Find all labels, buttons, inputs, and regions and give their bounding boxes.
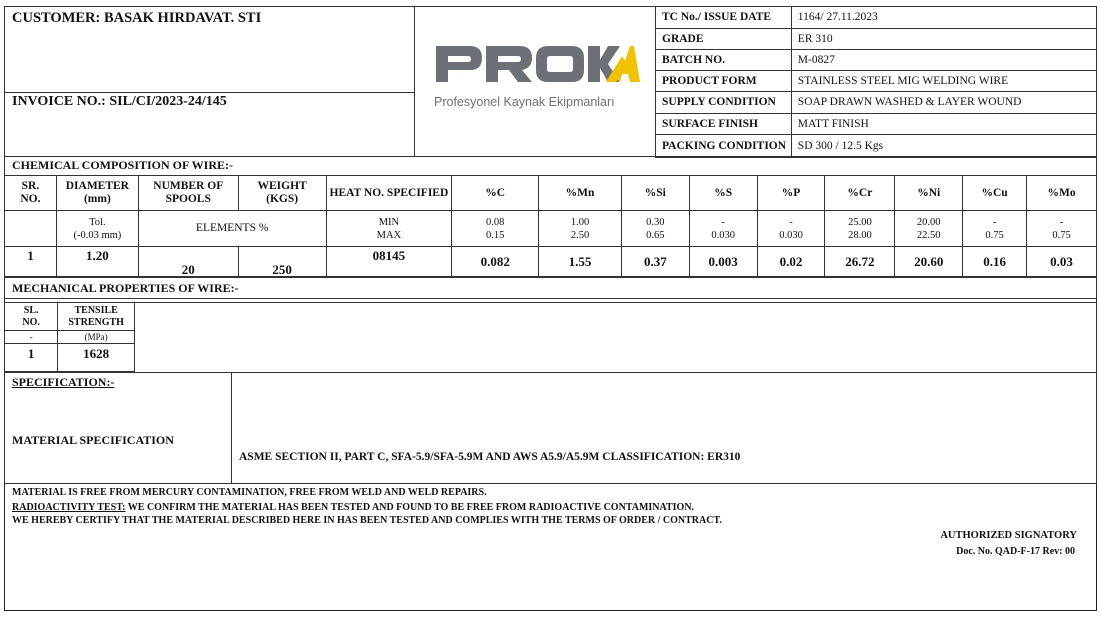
mechanical-title: MECHANICAL PROPERTIES OF WIRE:- <box>12 281 239 295</box>
header-p: %P <box>757 176 825 211</box>
header-sr-no: SR. NO. <box>5 176 57 211</box>
limit-mn: 1.00 2.50 <box>539 211 622 247</box>
spec-label: MATERIAL SPECIFICATION <box>12 433 174 447</box>
logo-tagline: Profesyonel Kaynak Ekipmanları <box>434 95 615 109</box>
min-max-text: MIN MAX <box>376 216 402 241</box>
mechanical-area <box>4 302 1097 373</box>
mech-unit-sl: - <box>5 331 58 344</box>
header-c: %C <box>452 176 539 211</box>
mech-unit-tensile: (MPa) <box>58 331 135 344</box>
radioactivity-label: RADIOACTIVITY TEST: <box>12 502 126 513</box>
info-label: SUPPLY CONDITION <box>656 92 792 114</box>
tol-empty <box>5 211 57 247</box>
header-weight: WEIGHT (KGS) <box>238 176 326 211</box>
limit-cr: 25.00 28.00 <box>825 211 895 247</box>
mech-header-sl: SL. NO. <box>5 303 58 331</box>
footer-line-2 <box>12 502 694 513</box>
elements-label: ELEMENTS % <box>138 211 326 247</box>
row-mo: 0.03 <box>1027 247 1097 277</box>
row-cu: 0.16 <box>963 247 1027 277</box>
row-weight: 250 <box>238 247 326 277</box>
mech-value-sl: 1 <box>5 344 58 372</box>
info-label: GRADE <box>656 29 792 50</box>
row-c: 0.082 <box>452 247 539 277</box>
invoice-number: INVOICE NO.: SIL/CI/2023-24/145 <box>12 94 227 109</box>
tolerance-text: Tol. (-0.03 mm) <box>73 216 122 241</box>
authorized-signatory: AUTHORIZED SIGNATORY <box>940 530 1077 541</box>
spec-title: SPECIFICATION:- <box>12 375 115 389</box>
header-diameter: DIAMETER (mm) <box>56 176 138 211</box>
info-value: ER 310 <box>791 29 1096 50</box>
min-max-label <box>326 211 452 247</box>
info-table <box>655 6 1097 158</box>
customer-name: CUSTOMER: BASAK HIRDAVAT. STI <box>12 10 262 26</box>
tolerance <box>56 211 138 247</box>
header-mo: %Mo <box>1027 176 1097 211</box>
logo-wordmark <box>436 46 640 82</box>
info-value: STAINLESS STEEL MIG WELDING WIRE <box>791 71 1096 92</box>
limit-si: 0.30 0.65 <box>621 211 689 247</box>
info-label: SURFACE FINISH <box>656 114 792 135</box>
limit-ni: 20.00 22.50 <box>895 211 963 247</box>
chemical-title: CHEMICAL COMPOSITION OF WIRE:- <box>12 158 234 172</box>
info-label: PACKING CONDITION <box>656 135 792 158</box>
info-value: SOAP DRAWN WASHED & LAYER WOUND <box>791 92 1096 114</box>
mechanical-table <box>4 302 135 372</box>
info-label: PRODUCT FORM <box>656 71 792 92</box>
header-cu: %Cu <box>963 176 1027 211</box>
row-spools: 20 <box>138 247 238 277</box>
row-sr: 1 <box>5 247 57 277</box>
limit-c: 0.08 0.15 <box>452 211 539 247</box>
info-label: TC No./ ISSUE DATE <box>656 7 792 29</box>
header-spools: NUMBER OF SPOOLS <box>138 176 238 211</box>
header-ni: %Ni <box>895 176 963 211</box>
limit-cu: - 0.75 <box>963 211 1027 247</box>
info-value: MATT FINISH <box>791 114 1096 135</box>
info-value: SD 300 / 12.5 Kgs <box>791 135 1096 158</box>
row-diameter: 1.20 <box>56 247 138 277</box>
row-mn: 1.55 <box>539 247 622 277</box>
footer-line-3: WE HEREBY CERTIFY THAT THE MATERIAL DESCRIBED HERE IN HAS BEEN TESTED AND COMPLIES WITH THE TERMS OF ORDER / CONTRACT. <box>12 515 722 526</box>
spec-value: ASME SECTION II, PART C, SFA-5.9/SFA-5.9M AND AWS A5.9/A5.9M CLASSIFICATION: ER310 <box>239 451 741 463</box>
header-si: %Si <box>621 176 689 211</box>
info-label: BATCH NO. <box>656 50 792 71</box>
limit-s: - 0.030 <box>689 211 757 247</box>
header-heat-no: HEAT NO. SPECIFIED <box>326 176 452 211</box>
row-s: 0.003 <box>689 247 757 277</box>
row-ni: 20.60 <box>895 247 963 277</box>
row-cr: 26.72 <box>825 247 895 277</box>
row-p: 0.02 <box>757 247 825 277</box>
info-value: 1164/ 27.11.2023 <box>791 7 1096 29</box>
spec-right-box <box>231 372 1097 484</box>
mech-value-tensile: 1628 <box>58 344 135 372</box>
info-value: M-0827 <box>791 50 1096 71</box>
doc-number: Doc. No. QAD-F-17 Rev: 00 <box>956 546 1075 557</box>
limit-mo: - 0.75 <box>1027 211 1097 247</box>
radioactivity-text: WE CONFIRM THE MATERIAL HAS BEEN TESTED AND FOUND TO BE FREE FROM RADIOACTIVE CONTAMINATION. <box>125 502 695 513</box>
header-mn: %Mn <box>539 176 622 211</box>
chemical-table <box>4 175 1097 277</box>
footer-line-1: MATERIAL IS FREE FROM MERCURY CONTAMINATION, FREE FROM WELD AND WELD REPAIRS. <box>12 487 487 498</box>
row-si: 0.37 <box>621 247 689 277</box>
mech-header-tensile: TENSILE STRENGTH <box>58 303 135 331</box>
limit-p: - 0.030 <box>757 211 825 247</box>
header-cr: %Cr <box>825 176 895 211</box>
row-heat: 08145 <box>326 247 452 277</box>
header-s: %S <box>689 176 757 211</box>
